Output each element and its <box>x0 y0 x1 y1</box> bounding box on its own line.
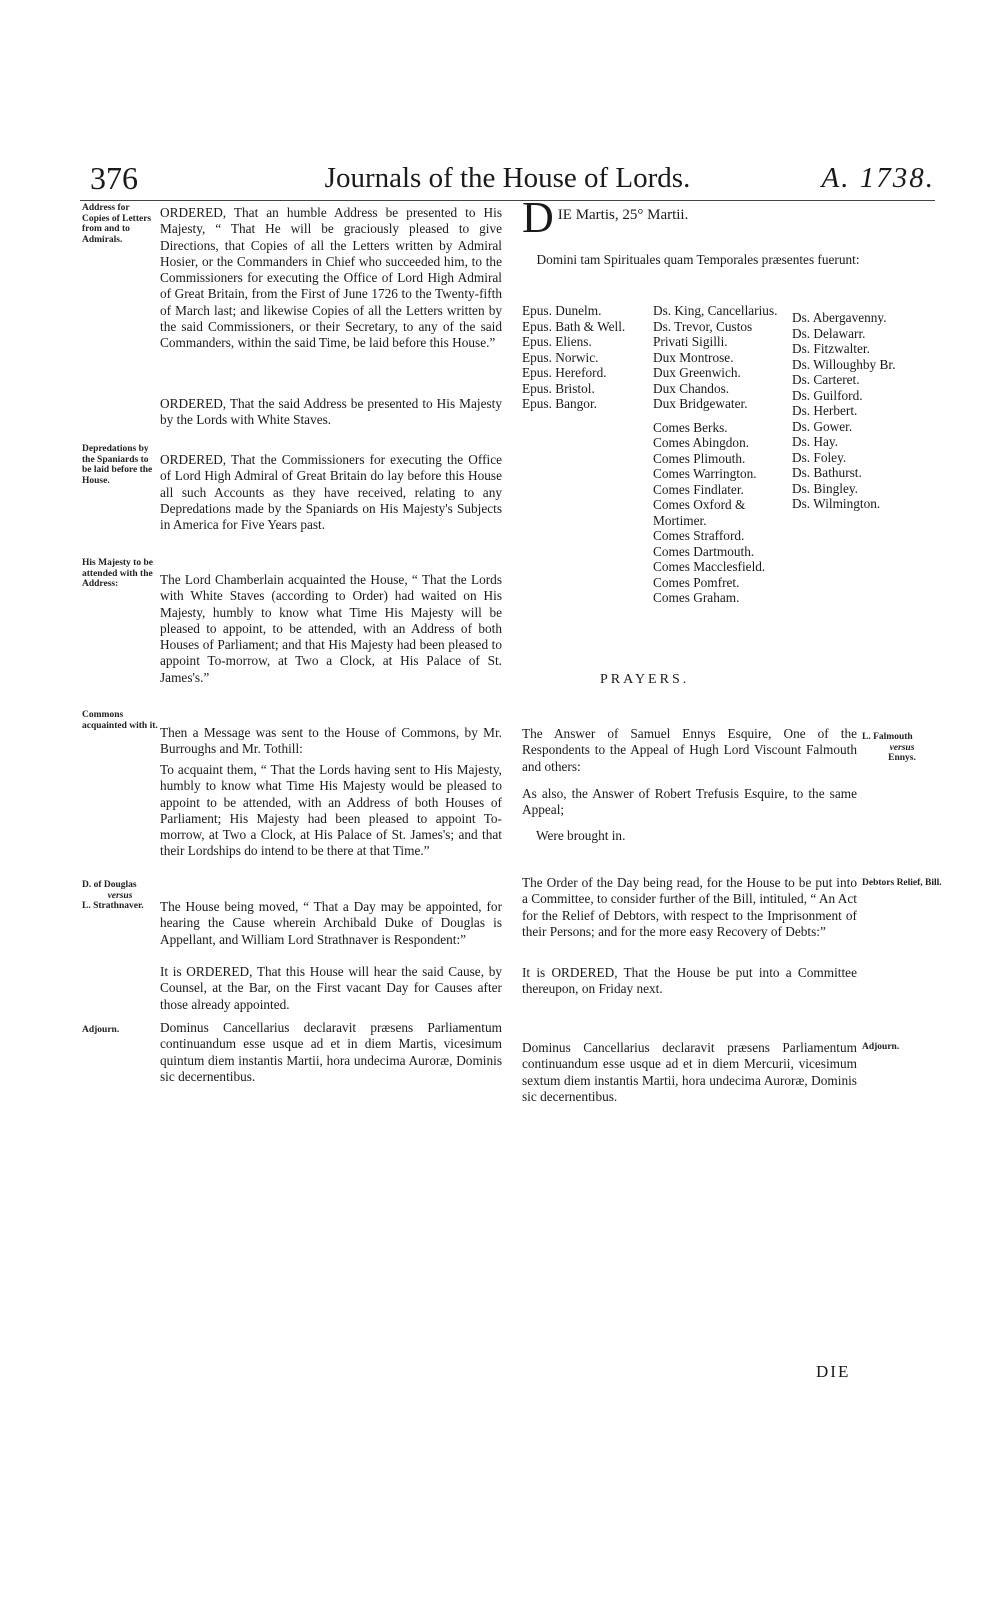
margin-note-douglas <box>82 880 158 912</box>
list-item: Dux Greenwich. <box>653 365 741 380</box>
day-heading-initial: D <box>522 193 554 242</box>
left-para-lord-chamberlain: The Lord Chamberlain acquainted the House, “ That the Lords with White Staves (according to Order) had waited on His Majesty, humbly to know what Time His Majesty will be pleased to appoint, to be attended, with an Address of both Houses of Parliament; and that His Majesty had been pleased to appoint To-morrow, at Two a Clock, at His Palace of St. James's.” <box>160 572 502 685</box>
left-para-address-presented: ORDERED, That the said Address be presented to His Majesty by the Lords with White Staves. <box>160 396 502 428</box>
list-item: Ds. Delawarr. <box>792 325 866 341</box>
left-para-message-commons: Then a Message was sent to the House of Commons, by Mr. Burroughs and Mr. Tothill: <box>160 725 502 757</box>
list-item: Ds. Herbert. <box>792 403 858 418</box>
present-heading: Domini tam Spirituales quam Temporales præsentes fuerunt: <box>536 252 860 267</box>
list-item: Ds. Gower. <box>792 418 853 434</box>
list-item: Epus. Norwic. <box>522 349 599 365</box>
margin-note-douglas-c: L. Strathnaver. <box>82 901 144 911</box>
margin-note-depredations: Depredations by the Spaniards to be laid before the House. <box>82 444 153 486</box>
prayers-heading: PRAYERS. <box>600 672 690 687</box>
list-item: Ds. King, Cancellarius. <box>653 303 778 318</box>
day-heading-rest: IE Martis, 25° Martii. <box>557 207 689 223</box>
list-item: Comes Plimouth. <box>653 450 746 466</box>
margin-note-adjourn-left: Adjourn. <box>82 1025 120 1035</box>
list-item: Comes Graham. <box>653 590 740 605</box>
list-item: Comes Berks. <box>653 419 728 435</box>
left-para-house-moved: The House being moved, “ That a Day may be appointed, for hearing the Cause wherein Archibald Duke of Douglas is Appellant, and William Lord Strathnaver is Respondent:” <box>160 899 502 947</box>
margin-note-falmouth-b: versus <box>889 742 915 753</box>
left-para-commissioners-order: ORDERED, That the Commissioners for executing the Office of Lord High Admiral of Great Britain do lay before this House all such Accounts as they have received, relating to any Depredations made by the Spaniards on His Majesty's Subjects in America for Five Years past. <box>160 452 502 533</box>
left-para-cause-ordered: It is ORDERED, That this House will hear the said Cause, by Counsel, at the Bar, on the First vacant Day for Causes after those already appointed. <box>160 964 502 1012</box>
list-item: Ds. Bingley. <box>792 480 858 496</box>
margin-note-address: Address for Copies of Letters from and to Admirals. <box>82 203 152 245</box>
margin-note-douglas-a: D. of Douglas <box>82 880 137 890</box>
margin-note-adjourn-right: Adjourn. <box>862 1042 900 1052</box>
margin-note-commons: Commons acquainted with it. <box>82 710 158 731</box>
list-item: Ds. Carteret. <box>792 372 860 387</box>
margin-note-douglas-b: versus <box>107 890 133 901</box>
margin-note-debtors: Debtors Relief, Bill. <box>862 878 942 888</box>
margin-note-falmouth <box>862 732 942 764</box>
list-item: Epus. Bangor. <box>522 396 597 411</box>
margin-note-falmouth-c: Ennys. <box>888 753 916 763</box>
list-item: Epus. Dunelm. <box>522 303 602 318</box>
lords-right-list <box>792 310 932 512</box>
page-number: 376 <box>90 160 138 196</box>
day-heading <box>522 193 874 242</box>
list-item: Ds. Foley. <box>792 449 847 465</box>
list-item: Comes Findlater. <box>653 481 744 497</box>
journal-title: Journals of the House of Lords. <box>324 162 691 194</box>
catchword: DIE <box>816 1362 851 1381</box>
margin-note-falmouth-a: L. Falmouth <box>862 732 913 742</box>
journal-year: A. 1738. <box>821 162 935 194</box>
list-item: Ds. Abergavenny. <box>792 310 887 325</box>
list-item: Ds. Wilmington. <box>792 496 881 511</box>
list-item: Comes Pomfret. <box>653 574 740 590</box>
left-para-acquaint: To acquaint them, “ That the Lords having sent to His Majesty, humbly to know what Time His Majesty would be pleased to appoint to be attended, with an Address of both Houses of Parliament; His Majesty had been pleased to appoint To-morrow, at Two a Clock, at His Palace of St. James's; and that their Lordships do intend to be there at that Time.” <box>160 762 502 859</box>
right-para-committee-ordered: It is ORDERED, That the House be put into a Committee thereupon, on Friday next. <box>522 965 857 997</box>
list-item: Ds. Bathurst. <box>792 465 862 480</box>
list-item: Ds. Trevor, Custos Privati Sigilli. <box>653 318 753 349</box>
lords-middle-list <box>653 303 781 606</box>
list-item: Comes Oxford & Mortimer. <box>653 497 746 528</box>
list-item: Dux Chandos. <box>653 380 730 396</box>
left-para-adjourn-latin: Dominus Cancellarius declaravit præsens Parliamentum continuandum esse usque ad et in diem Martis, vicesimum quintum diem instantis Martii, hora undecima Auroræ, Dominis sic decernentibus. <box>160 1020 502 1084</box>
list-item: Comes Strafford. <box>653 528 745 543</box>
list-item: Epus. Hereford. <box>522 365 607 380</box>
list-item: Dux Montrose. <box>653 349 734 365</box>
list-item: Comes Dartmouth. <box>653 543 755 559</box>
left-para-address-order: ORDERED, That an humble Address be presented to His Majesty, “ That He will be graciously pleased to give Directions, that Copies of all the Letters written by Admiral Hosier, or the Commanders in Chief who succeeded him, to the Commissioners for executing the Office of Lord High Admiral of Great Britain, from the First of June 1726 to the Twenty-fifth of March last; and likewise Copies of all the Letters written by the said Commissioners, or their Secretary, to any of the said Commanders, within the said Time, be laid before this House.” <box>160 205 502 351</box>
page-header <box>80 150 935 201</box>
right-para-answer-trefusis: As also, the Answer of Robert Trefusis Esquire, to the same Appeal; <box>522 786 857 818</box>
list-item: Epus. Bath & Well. <box>522 318 626 334</box>
right-para-brought-in: Were brought in. <box>536 828 626 843</box>
margin-note-majesty-attended: His Majesty to be attended with the Address: <box>82 558 153 589</box>
list-item: Comes Abingdon. <box>653 435 750 450</box>
list-item: Comes Macclesfield. <box>653 559 766 574</box>
bishops-list <box>522 303 637 412</box>
list-item: Epus. Eliens. <box>522 334 592 349</box>
right-para-adjourn-latin: Dominus Cancellarius declaravit præsens Parliamentum continuandum esse usque ad et in diem Mercurii, vicesimum sextum diem instantis Martii, hora undecima Auroræ, Dominis sic decernentibus. <box>522 1040 857 1104</box>
list-item: Epus. Bristol. <box>522 380 595 396</box>
list-item: Comes Warrington. <box>653 466 757 481</box>
right-para-answer-ennys: The Answer of Samuel Ennys Esquire, One of the Respondents to the Appeal of Hugh Lord Viscount Falmouth and others: <box>522 726 857 774</box>
list-item: Ds. Fitzwalter. <box>792 341 870 356</box>
list-item: Ds. Guilford. <box>792 387 863 403</box>
list-item: Dux Bridgewater. <box>653 396 748 411</box>
right-para-order-of-day: The Order of the Day being read, for the House to be put into a Committee, to consider further of the Bill, intituled, “ An Act for the Relief of Debtors, with respect to the Imprisonment of their Persons; and for the more easy Recovery of Debts:” <box>522 875 857 939</box>
list-item: Ds. Willoughby Br. <box>792 356 896 372</box>
list-item: Ds. Hay. <box>792 434 839 449</box>
